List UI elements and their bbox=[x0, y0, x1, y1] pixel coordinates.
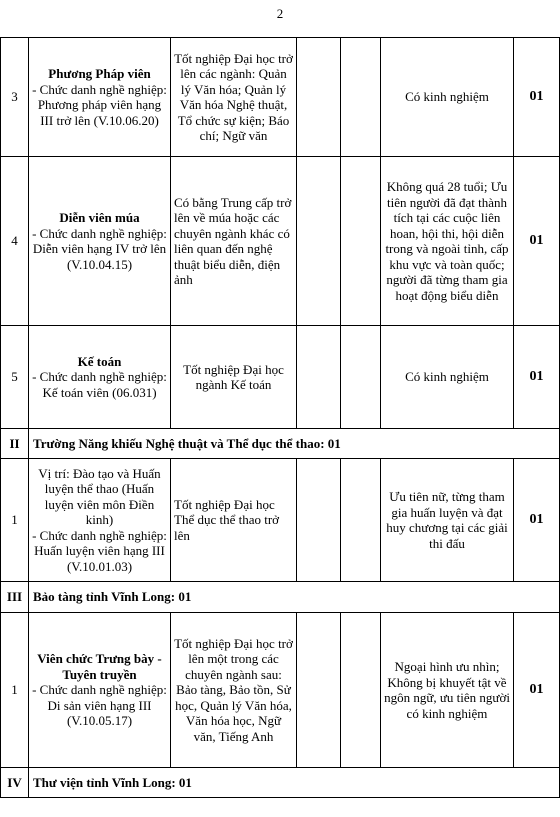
empty-cell bbox=[297, 613, 341, 768]
position-cell bbox=[29, 459, 171, 582]
section-row bbox=[1, 429, 560, 459]
table-row bbox=[1, 38, 560, 157]
position-cell bbox=[29, 613, 171, 768]
position-detail: - Chức danh nghề nghiệp: Diễn viên hạng IV trở lên (V.10.04.15) bbox=[32, 225, 167, 272]
recruitment-table bbox=[0, 37, 560, 798]
row-number: 3 bbox=[1, 38, 29, 157]
empty-cell bbox=[341, 38, 381, 157]
quantity-cell: 01 bbox=[514, 157, 560, 326]
position-detail: - Chức danh nghề nghiệp: Phương pháp viên hạng III trở lên (V.10.06.20) bbox=[32, 81, 167, 128]
qualification-cell: Tốt nghiệp Đại học trở lên một trong các chuyên ngành sau: Bảo tàng, Bảo tồn, Sử học, Quản lý Văn hóa, Văn hóa học, Ngữ văn, Tiếng Anh bbox=[171, 613, 297, 768]
quantity-cell: 01 bbox=[514, 459, 560, 582]
requirement-cell: Có kinh nghiệm bbox=[381, 38, 514, 157]
requirement-cell: Ưu tiên nữ, từng tham gia huấn luyện và đạt huy chương tại các giải thi đấu bbox=[381, 459, 514, 582]
quantity-cell: 01 bbox=[514, 326, 560, 429]
position-cell bbox=[29, 157, 171, 326]
position-detail: - Chức danh nghề nghiệp: Huấn luyện viên hạng III (V.10.01.03) bbox=[32, 527, 167, 574]
section-title: Trường Năng khiếu Nghệ thuật và Thể dục thể thao: 01 bbox=[29, 429, 560, 459]
empty-cell bbox=[297, 459, 341, 582]
quantity-cell: 01 bbox=[514, 38, 560, 157]
empty-cell bbox=[297, 326, 341, 429]
section-number: IV bbox=[1, 768, 29, 798]
section-number: II bbox=[1, 429, 29, 459]
section-title: Thư viện tỉnh Vĩnh Long: 01 bbox=[29, 768, 560, 798]
position-detail: - Chức danh nghề nghiệp: Di sản viên hạng III (V.10.05.17) bbox=[32, 682, 167, 729]
requirement-cell: Có kinh nghiệm bbox=[381, 326, 514, 429]
section-row bbox=[1, 582, 560, 613]
position-title: Kế toán bbox=[77, 353, 122, 369]
position-intro: Vị trí: Đào tạo và Huấn luyện thể thao (Huấn luyện viên môn Điền kinh) bbox=[38, 465, 161, 528]
page-number: 2 bbox=[276, 6, 284, 21]
table-row bbox=[1, 613, 560, 768]
qualification-cell: Tốt nghiệp Đại học trở lên các ngành: Quản lý Văn hóa; Quản lý Văn hóa Nghệ thuật, Tổ chức sự kiện; Báo chí; Ngữ văn bbox=[171, 38, 297, 157]
empty-cell bbox=[297, 157, 341, 326]
empty-cell bbox=[297, 38, 341, 157]
row-number: 1 bbox=[1, 613, 29, 768]
empty-cell bbox=[341, 326, 381, 429]
position-cell bbox=[29, 326, 171, 429]
table-row bbox=[1, 326, 560, 429]
empty-cell bbox=[341, 459, 381, 582]
section-row bbox=[1, 768, 560, 798]
qualification-cell: Có bằng Trung cấp trở lên về múa hoặc các chuyên ngành khác có liên quan đến nghệ thuật biểu diễn, điện ảnh bbox=[171, 157, 297, 326]
position-title: Diễn viên múa bbox=[59, 210, 140, 225]
position-cell bbox=[29, 38, 171, 157]
quantity-cell: 01 bbox=[514, 613, 560, 768]
row-number: 1 bbox=[1, 459, 29, 582]
position-title: Viên chức Trưng bày - Tuyên truyền bbox=[37, 651, 162, 682]
requirement-cell: Không quá 28 tuổi; Ưu tiên người đã đạt thành tích tại các cuộc liên hoan, hội thi, hội diễn trong và ngoài tỉnh, cấp khu vực và toàn quốc; người đã từng tham gia hoạt động biểu diễn bbox=[381, 157, 514, 326]
qualification-cell: Tốt nghiệp Đại học Thể dục thể thao trở lên bbox=[171, 459, 297, 582]
table-row bbox=[1, 459, 560, 582]
empty-cell bbox=[341, 157, 381, 326]
position-title: Phương Pháp viên bbox=[48, 66, 151, 81]
requirement-cell: Ngoại hình ưu nhìn; Không bị khuyết tật về ngôn ngữ, ưu tiên người có kinh nghiệm bbox=[381, 613, 514, 768]
empty-cell bbox=[341, 613, 381, 768]
section-number: III bbox=[1, 582, 29, 613]
qualification-cell: Tốt nghiệp Đại học ngành Kế toán bbox=[171, 326, 297, 429]
table-row bbox=[1, 157, 560, 326]
row-number: 4 bbox=[1, 157, 29, 326]
position-detail: - Chức danh nghề nghiệp: Kế toán viên (06.031) bbox=[32, 369, 167, 400]
row-number: 5 bbox=[1, 326, 29, 429]
section-title: Bảo tàng tỉnh Vĩnh Long: 01 bbox=[29, 582, 560, 613]
